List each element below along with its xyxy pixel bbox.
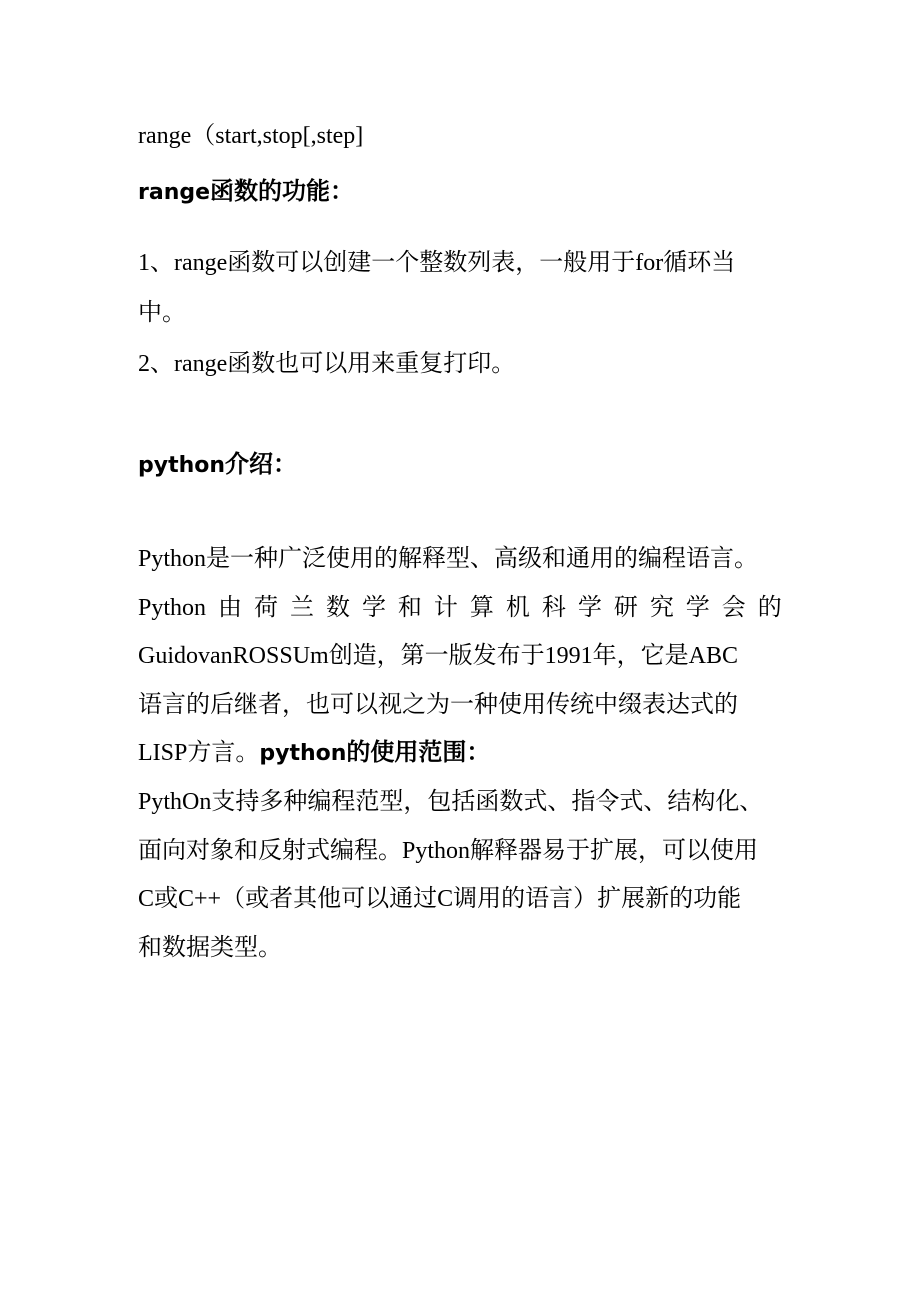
word: 学 [361, 595, 386, 621]
word: 学 [685, 595, 710, 621]
word: 的 [757, 595, 782, 621]
para-1-line-2 [138, 592, 782, 624]
usage-heading-text: 的使用范围： [346, 740, 491, 766]
word: 数 [325, 595, 350, 621]
word: 兰 [289, 595, 314, 621]
range-signature: range（start,stop[,step] [138, 123, 364, 149]
para-2-line-3: C或C++（或者其他可以通过C调用的语言）扩展新的功能 [138, 886, 742, 912]
word: 科 [541, 595, 566, 621]
range-heading-term: range [138, 180, 211, 205]
word: 会 [721, 595, 746, 621]
point-1-line-2: 中。 [138, 300, 186, 326]
usage-heading-term: python [259, 741, 347, 766]
para-2-line-4: 和数据类型。 [138, 935, 282, 961]
word: Python [138, 595, 207, 621]
word: 究 [649, 595, 674, 621]
intro-heading-term: python [138, 453, 226, 478]
word: 研 [613, 595, 638, 621]
python-intro-heading [138, 449, 297, 482]
para-1-line-3: GuidovanROSSUm创造，第一版发布于1991年，它是ABC [138, 643, 739, 669]
word: 荷 [253, 595, 278, 621]
para-2-line-1: PythOn支持多种编程范型，包括函数式、指令式、结构化、 [138, 789, 764, 815]
usage-heading [259, 740, 490, 766]
para-2-line-2: 面向对象和反射式编程。Python解释器易于扩展，可以使用 [138, 838, 759, 864]
range-function-heading [138, 176, 354, 209]
word: 计 [433, 595, 458, 621]
point-1-line-1: 1、range函数可以创建一个整数列表，一般用于for循环当 [138, 250, 736, 276]
word: 和 [397, 595, 422, 621]
word: 算 [469, 595, 494, 621]
word: 学 [577, 595, 602, 621]
para-1-line-4: 语言的后继者，也可以视之为一种使用传统中缀表达式的 [138, 692, 738, 718]
word: 机 [505, 595, 530, 621]
intro-heading-text: 介绍： [225, 452, 298, 478]
word: 由 [218, 595, 242, 621]
para-1-line-5 [138, 737, 490, 770]
point-2: 2、range函数也可以用来重复打印。 [138, 351, 516, 377]
para-1-line-1: Python是一种广泛使用的解释型、高级和通用的编程语言。 [138, 546, 759, 572]
range-heading-text: 函数的功能： [210, 179, 355, 205]
lisp-dialect-text: LISP方言。 [138, 740, 260, 766]
